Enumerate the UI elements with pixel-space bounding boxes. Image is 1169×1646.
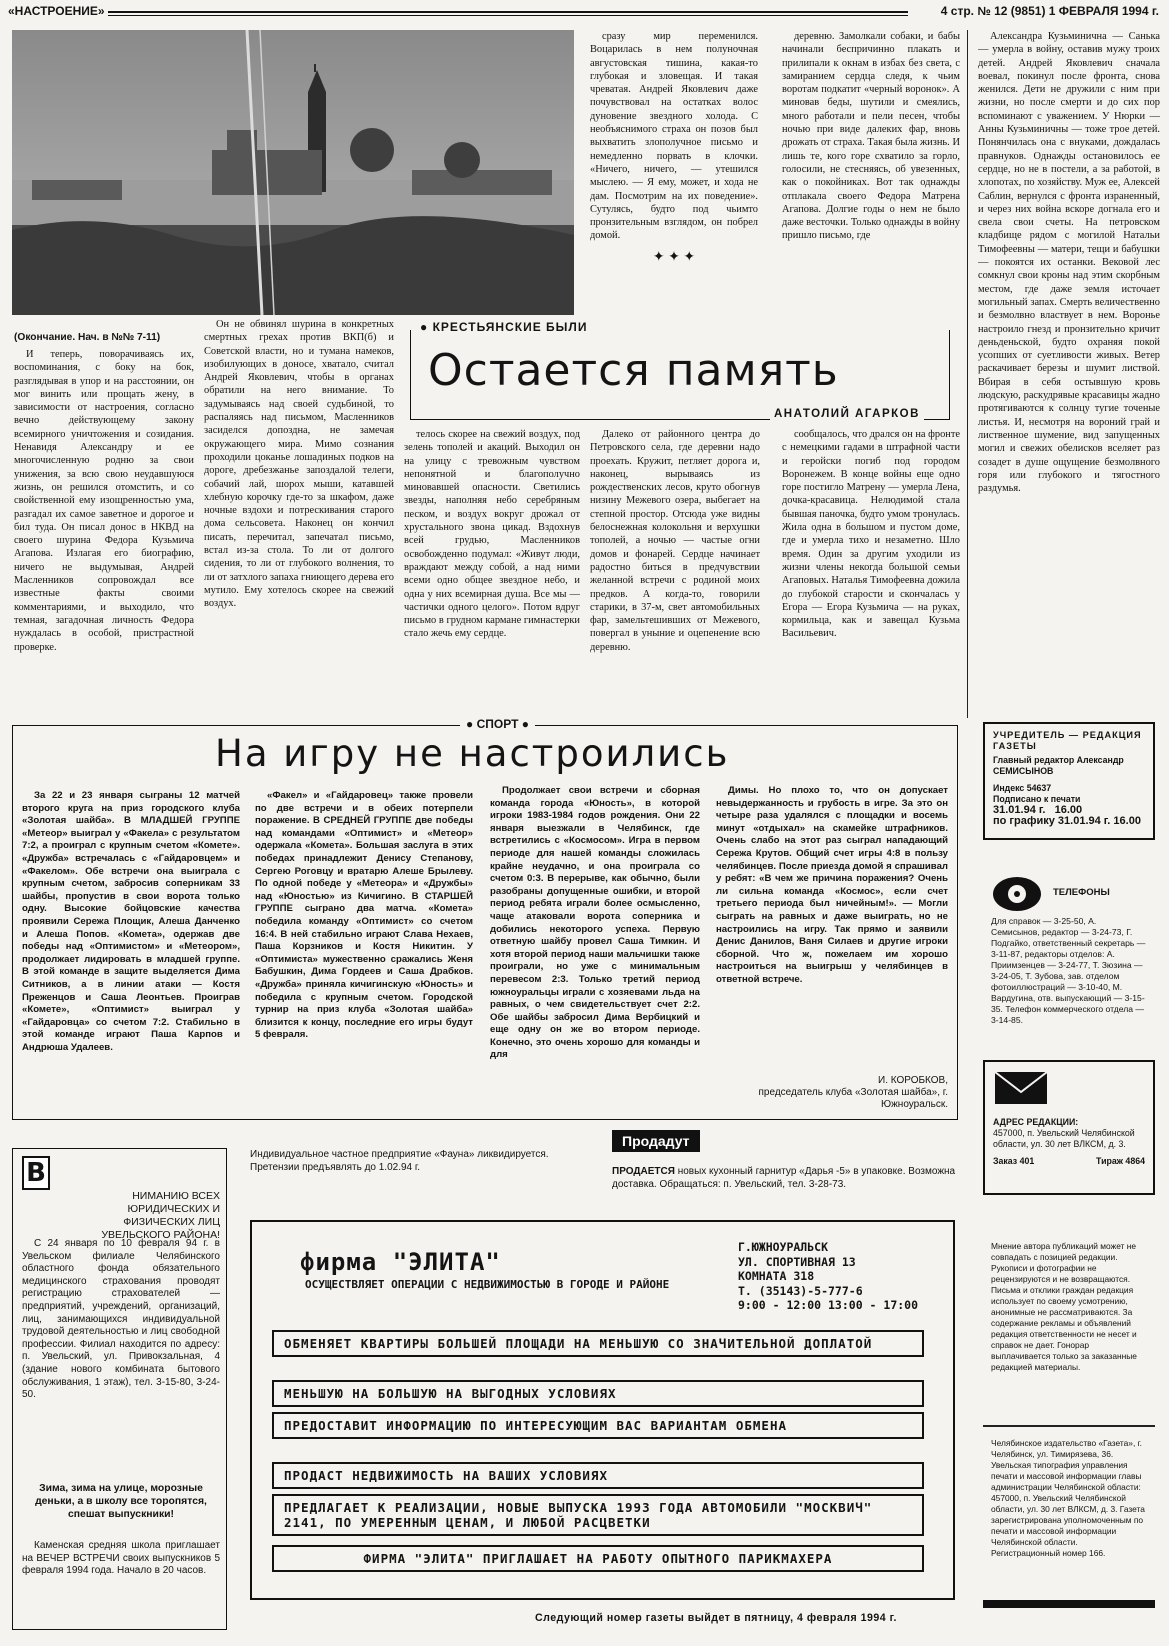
article-title: Остается память (428, 345, 839, 396)
sport-title: На игру не настроились (215, 732, 730, 775)
sport-rubric-text: СПОРТ (476, 717, 519, 731)
elita-offer: ОБМЕНЯЕТ КВАРТИРЫ БОЛЬШЕЙ ПЛОЩАДИ НА МЕНЬШУЮ СО ЗНАЧИТЕЛЬНОЙ ДОПЛАТОЙ (272, 1330, 924, 1357)
column-rule (967, 30, 968, 718)
address-title: АДРЕС РЕДАКЦИИ: (993, 1117, 1079, 1127)
editor-line: Главный редактор Александр СЕМИСЫНОВ (993, 755, 1124, 776)
reunion-text: Каменская средняя школа приглашает на ВЕЧЕР ВСТРЕЧИ своих выпускников 5 февраля 1994 года. Начало в 20 часов. (22, 1540, 220, 1577)
photo-image (12, 30, 574, 315)
sport-column-2: «Факел» и «Гайдаровец» также провели по две встречи и в обеих потерпели поражение. В СРЕДНЕЙ ГРУППЕ две победы над командами «Оптимист» и «Метеор» одержала «Комета». Большая заслуга в этих победах принадлежит Денису Степанову, Сергею Роговцу и вратарю Алеше Брылеву. По одной победе у «Метеора» и «Дружбы» над «Юностью» из Кичигино. В СТАРШЕЙ ГРУППЕ сыграно два матча. «Комета» победила команду «Оптимист» со счетом 16:4. В ней стабильно играют Слава Нехаев, Паша Корзников и Костя Никитин. У «Оптимиста» мужественно сражались Женя Бабушкин, Дима Гордеев и Саша Драбков. «Дружба» приняла кичигинскую «Юность» и победила с крупным счетом. Городской турнир на приз клуба «Золотая шайба» близится к концу, последние его игры будут 5 февраля. (255, 790, 473, 1041)
article-top-column-2: деревню. Замолкали собаки, и бабы начинали беспричинно плакать и прилипали к окнам в избах без света, с замиранием сердца следя, к чьим воротам подкатит «черный воронок». А миновав беды, шутили и смеялись, много работали и пели песен, чтобы ночью при виде далеких фар, вновь дрожать от страха. Такая была жизнь. И лишь те, кого горе схватило за горло, голосили, не стесняясь, об увезенных, как о покойниках. Вот так однажды отплакала своего Федора Матрена Агапова. Долгие годы о нем не было даже весточки. Только однажды в войну пришло письмо, где (782, 31, 960, 242)
elita-offer: ПРЕДЛАГАЕТ К РЕАЛИЗАЦИИ, НОВЫЕ ВЫПУСКА 1993 ГОДА АВТОМОБИЛИ "МОСКВИЧ" 2141, ПО УМЕРЕННЫМ ЦЕНАМ, И ЛЮБОЙ РАСЦВЕТКИ (272, 1494, 924, 1536)
elita-phone: Т. (35143)-5-777-6 (738, 1283, 863, 1298)
elita-offer: ПРЕДОСТАВИТ ИНФОРМАЦИЮ ПО ИНТЕРЕСУЮЩИМ ВАС ВАРИАНТАМ ОБМЕНА (272, 1412, 924, 1439)
schedule-label: по графику (993, 815, 1055, 827)
signed-label: Подписано к печати (993, 794, 1081, 804)
for-sale-notice (612, 1165, 958, 1191)
article-column-1: И теперь, поворачиваясь их, воспоминания, с боку на бок, разглядывая в упор и на расстоянии, он мог винить или прощать жену, в зависимости от настроения, согласно вечно действующему закону всемирного уничтожения и созидания. Ненавидя Александру и ее многочисленную родню за свои унижения, за всю свою неудавшуюся жизнь, он решился отомстить, и со свойственной ему изощренностью ума, разгадал их самое заветное и дорогое и бил туда. Он писал донос в НКВД на своего шурина Федора Кузьмича Агапова. Излагая его биографию, ничего не выдумывая, Андрей Масленников сопровождал все известные факты своими комментариями, и выходило, что темная, загадочная личность Федора нуждалась в особой, пристрастной проверке. (14, 349, 194, 653)
signature-name: И. КОРОБКОВ, (878, 1075, 948, 1086)
notes-box (983, 1235, 1155, 1420)
sport-signature (716, 1075, 948, 1111)
order-number: Заказ 401 (993, 1156, 1035, 1166)
elita-address (738, 1240, 918, 1313)
phones-text: Для справок — 3-25-50, А. Семисынов, редактор — 3-24-73, Г. Подгайко, ответственный секретарь — 3-11-87, редакторы отделов: А. Приимзенцев — 3-24-77, Т. Зюзина — 3-24-05, Т. Зубова, зав. отделом фотоиллюстраций — 3-10-40, М. Вардугина, отв. выпускающий — 3-15-35. Телефон коммерческого отдела — 3-14-85. (991, 916, 1146, 1025)
header-rule (108, 11, 908, 16)
phones-box (983, 866, 1155, 1036)
sidebar-rule (983, 1425, 1155, 1427)
schedule-time: 16.00 (1113, 815, 1141, 827)
fauna-notice: Индивидуальное частное предприятие «Фауна» ликвидируется. Претензии предъявлять до 1.02.94 г. (250, 1149, 549, 1173)
article-column-5: сообщалось, что дрался он на фронте с немецкими гадами в штрафной части и геройски погиб под городом Воронежем. В конце войны еще одно горе постигло Матрену — умерла Лена, дочка-красавица. Нелюдимой стала бывшая паночка, будто умом тронулась. Жила одна в большом и пустом доме, где и умерла тихо и незаметно. Шло время. Один за другим уходили из жизни члены некогда большой семьи Агаповых. Наталья Тимофеевна дожила до глубокой старости и скончалась у Егора — Егора Кузьмича — на руках, кормильца, как и завещал Кузьма Васильевич. (782, 429, 960, 640)
circulation: Тираж 4864 (1096, 1156, 1145, 1166)
insurance-notice-head: НИМАНИЮ ВСЕХ ЮРИДИЧЕСКИХ И ФИЗИЧЕСКИХ ЛИЦ УВЕЛЬСКОГО РАЙОНА! (101, 1190, 220, 1241)
article-column-3: телось скорее на свежий воздух, под зелень тополей и акаций. Выходил он на улицу с тревожным чувством непонятной и благополучно миновавшей опасности. Светились звезды, наполняя небо серебряным песком, и воздух вокруг дрожал от хрустального звона цикад. Вздохнув всей грудью, Масленников освобожденно подумал: «Живут люди, враждают между собой, а над ними всеми одно общее звездное небо, и одна у них всемирная душа. Все мы — частички одного целого». Потом вдруг письмо в грудном кармане гимнастерки стало жечь ему сердце. (404, 429, 580, 640)
printing-text: Челябинское издательство «Газета», г. Челябинск, ул. Тимирязева, 36. Увельская типография управления печати и массовой информации главы администрации Челябинской области: 457000, п. Увельский Челябинской области, ул. 30 лет ВЛКСМ, д. 3. Газета зарегистрирована уполномоченным по печати и массовой информации Челябинской области. Регистрационный номер 166. (991, 1438, 1145, 1558)
article-continuation: (Окончание. Нач. в №№ 7-11) (14, 332, 161, 343)
section-title: «НАСТРОЕНИЕ» (8, 4, 105, 18)
signed-date: 31.01.94 г. (993, 804, 1046, 816)
schedule-date: 31.01.94 г. (1057, 815, 1111, 827)
envelope-icon (993, 1068, 1049, 1108)
article-author: АНАТОЛИЙ АГАРКОВ (770, 408, 924, 420)
article-column-6: Александра Кузьминична — Санька — умерла в войну, оставив мужу троих детей. Андрей Яковлевич сначала воевал, покинул после фронта, снова женился. Дети не дружили с ним при жизни, но после смерти и до сих пор вспоминают с уважением. У Нюрки — Анны Кузьминичны — тоже трое детей. Понянчилась она с внуками, дождалась правнуков. Однажды остановилось ее сердце, но не в постели, а за работой, в хлопотах, по хозяйству. Муж ее, Алексей Саблин, вернулся с фронта израненный, и через них война вскоре догнала его и свела свои счеты. На петровском кладбище рядом с могилой Натальи Тимофеевны — матери, тещи и бабушки — покоятся их останки. Вековой лес сомкнул свои кроны над этим скорбным местом, где даже земля источает могильный запах. Смерть величественно и безмолвно властвует в нем. Воронье настроило гнезд и пронзительно кричит деньденьской, будто охраняя покой усопших от суетливости живых. Ветер раскачивает березы и шумит листвой. Вбирая в себя остывшую кровь людскую, раскудрявые красавицы жадно протягиваются к солнцу тугие точеные листья. И, несмотря на вороний грай и лиственное шумение, вид запущенных могил и свежих обелисков вселяет раз созадет в душе ощущение безмолвного горя или глубокого и тягостного раздумья. (978, 31, 1160, 495)
elita-address-line: Г.ЮЖНОУРАЛЬСК (738, 1240, 829, 1254)
for-sale-lead: ПРОДАЕТСЯ (612, 1166, 675, 1177)
sport-column-1: За 22 и 23 января сыграны 12 матчей второго круга на приз городского клуба «Золотая шайба». В МЛАДШЕЙ ГРУППЕ «Метеор» выиграл у «Факела» с результатом 7:2, а проиграл с крупным счетом «Комете». «Дружба» встречалась с «Гайдаровцем» и «Факелом». Обе встречи она выиграла с крупным счетом, забросив соперникам 33 шайбы, пропустив в свои ворота только одну. Высокие бойцовские качества проявили Сережа Площик, Алеша Данченко и Алеша Попов. «Комета», одержав две победы над «Оптимистом» и «Метеором», продолжает лидировать в младшей группе. В этой команде в защите выделяется Дима Ситников, а в линии атаки — Костя Преженцов и Саша Леонтьев. Проиграв «Комете», «Оптимист» выиграл у «Гайдаровца» со счетом 7:2. Стабильно в этой команде играют Паша Карпов и Андрюша Удалеев. (22, 790, 240, 1053)
article-column-2: Он не обвинял шурина в конкретных смертных грехах против ВКП(б) и Советской власти, но и тумана намеков, изобилующих в доносе, хватало, считал Андрей Яковлевич, чтобы в органах обратили на него внимание. То задумываясь над своей судьбиной, то распаляясь над письмом, Масленников засиделся допоздна, не замечая окружающего мира. Мимо сознания проходили цоканье лошадиных подков на дороге, дребезжанье запоздалой телеги, собачий лай, шорох мыши, катавшей хлебную корочку где-то за шкафом, даже ночные вздохи и потрескивания старого дома сельсовета. Наконец он кончил писать, перечитал, запечатал письмо, встал из-за стола. То ли от долгого сидения, то ли от глубокого волнения, то ли от затхлого запаха гниющего дерева его мутило. Ему хотелось скорее на свежий воздух. (204, 319, 394, 610)
elita-firm-name: фирма "ЭЛИТА" (300, 1248, 501, 1276)
address-box (983, 1060, 1155, 1195)
for-sale-text: новых кухонный гарнитур «Дарья -5» в упаковке. Возможна доставка. Обращаться: п. Увельский, тел. 3-28-73. (612, 1166, 956, 1190)
printing-box (983, 1432, 1155, 1600)
next-issue-note: Следующий номер газеты выйдет в пятницу, 4 февраля 1994 г. (535, 1612, 897, 1624)
for-sale-label: Продадут (612, 1130, 700, 1152)
article-column-4: Далеко от районного центра до Петровского села, где деревни надо проехать. Кружит, петляет дорога и, наконец, вырываясь из рождественских лесов, круто обогнув низину Межевого озера, выбегает на степной простор. Отсюда уже видны белоснежная колокольня и верхушки тополей, а ночью — частые огни домов и фонарей. Сердце начинает радостно биться в предчувствии желанной встречи с родиной моих предков. А когда-то, говорили старики, в 37-м, свет автомобильных фар, замельтешивших от Межевого, повергал в уныние и оцепенение всю деревню. (590, 429, 760, 653)
signed-time: 16.00 (1054, 804, 1083, 816)
drop-cap: В (22, 1156, 50, 1190)
article-rubric: ● КРЕСТЬЯНСКИЕ БЫЛИ (420, 320, 588, 334)
address-text: 457000, п. Увельский Челябинской области, ул. 30 лет ВЛКСМ, д. 3. (993, 1128, 1135, 1149)
issue-info: 4 стр. № 12 (9851) 1 ФЕВРАЛЯ 1994 г. (940, 4, 1159, 18)
sidebar-bottom-bar (983, 1600, 1155, 1608)
index-line: Индекс 54637 (993, 783, 1052, 793)
elita-offer: МЕНЬШУЮ НА БОЛЬШУЮ НА ВЫГОДНЫХ УСЛОВИЯХ (272, 1380, 924, 1407)
phones-title: ТЕЛЕФОНЫ (1053, 886, 1110, 898)
signature-role: председатель клуба «Золотая шайба», г. Южноуральск. (758, 1087, 948, 1110)
elita-address-line: УЛ. СПОРТИВНАЯ 13 (738, 1254, 856, 1269)
elita-offer: ФИРМА "ЭЛИТА" ПРИГЛАШАЕТ НА РАБОТУ ОПЫТНОГО ПАРИКМАХЕРА (272, 1545, 924, 1572)
sport-column-3: Продолжает свои встречи и сборная команда города «Юность», в которой игроки 1983-1984 годов рождения. Они 22 января выезжали в Челябинск, где встретились с «Космосом». Игра в первом периоде для нашей команды сложилась крайне неудачно, и она проиграла со счетом 0:3. В перерыве, как обычно, были разобраны допущенные ошибки, и второй период ребята играли более осмысленно, чаще атаковали ворота соперника и добились некоторого успеха. Первую ответную шайбу провел Саша Тимкин. И хотя второй период наши мальчишки также проиграли, но уже с минимальным перевесом 2:3. Только третий период южноуральцы играли с хозяевами льда на равных, о чем свидетельствует счет 2:2. Обе шайбы забросил Дима Вербицкий и еще одну он же во втором периоде. Конечно, это очень хорошо для команды и для (490, 785, 700, 1061)
telephone-icon (991, 872, 1043, 912)
elita-hours: 9:00 - 12:00 13:00 - 17:00 (738, 1298, 919, 1312)
reunion-head: Зима, зима на улице, морозные деньки, а в школу все торопятся, спешат выпускники! (35, 1483, 207, 1520)
article-top-column-1: сразу мир переменился. Воцарилась в нем полуночная августовская тишина, какая-то глубокая и зловещая. И такая чреватая. Андрей Яковлевич даже почувствовал на остатках волос дуновение звездного холода. С необъяснимого страха он позов был выхватить злополучное письмо и немедленно порвать в клочки. «Ничего, ничего, — утешился мыслею. — Я ему, может, и хода не дам. Посмотрим на их поведение». Сутулясь, будто под чьимто пронзительным взглядом, он побрел домой. ✦ ✦ ✦ (590, 31, 758, 265)
elita-offer: ПРОДАСТ НЕДВИЖИМОСТЬ НА ВАШИХ УСЛОВИЯХ (272, 1462, 924, 1489)
article-rubric-text: КРЕСТЬЯНСКИЕ БЫЛИ (432, 320, 588, 334)
elita-address-line: КОМНАТА 318 (738, 1269, 815, 1283)
insurance-notice-text: С 24 января по 10 февраля 94 г. в Увельском филиале Челябинского областного фонда обязательного медицинского страхования проводят регистрацию страхователей — предприятий, учреждений, организаций, лиц, занимающихся индивидуальной трудовой деятельностью и лиц свободной профессии. Филиал находится по адресу: п. Увельский, ул. Привокзальная, 4 (здание нового комбината бытового обслуживания, 1 этаж), тел. 3-15-80, 3-24-50. (22, 1238, 220, 1401)
elita-tagline: ОСУЩЕСТВЛЯЕТ ОПЕРАЦИИ С НЕДВИЖИМОСТЬЮ В ГОРОДЕ И РАЙОНЕ (305, 1278, 670, 1291)
divider-stars: ✦ ✦ ✦ (652, 249, 696, 265)
village-church-photo (12, 30, 574, 315)
founder-box (983, 722, 1155, 840)
sport-column-4: Димы. Но плохо то, что он допускает невыдержанность и грубость в игре. За это он четыре раза удалялся с площадки и восемь минут «отдыхал» на скамейке штрафников. Очень слабо на этот раз сыграл нападающий Сережа Крутов. Общий счет игры 4:8 в пользу челябинцев. После приезда домой я спрашивал у ребят: «В чем же причина поражения? Очень ли сильна команда «Космос», если счет третьего периода был ничейным!». — Могли сыграть на равных и даже выиграть, но не настроились на игру. Так прямо и заявили Денис Данилов, Ваня Силаев и другие игроки сборной. Что ж, пожелаем им хорошо настроиться на выигрыш у челябинцев в ответной встрече. (716, 785, 948, 985)
sport-rubric: ● СПОРТ ● (460, 717, 535, 731)
notes-text: Мнение автора публикаций может не совпадать с позицией редакции. Рукописи и фотографии не рецензируются и не возвращаются. Письма и отклики граждан редакция использует по своему усмотрению, анонимные не рассматриваются. За содержание рекламы и объявлений редакция ответственности не несет и справок не дает. Гонорар выплачивается только за заказанные редакцией материалы. (991, 1241, 1137, 1372)
founder-title: УЧРЕДИТЕЛЬ — РЕДАКЦИЯ ГАЗЕТЫ (993, 730, 1142, 751)
